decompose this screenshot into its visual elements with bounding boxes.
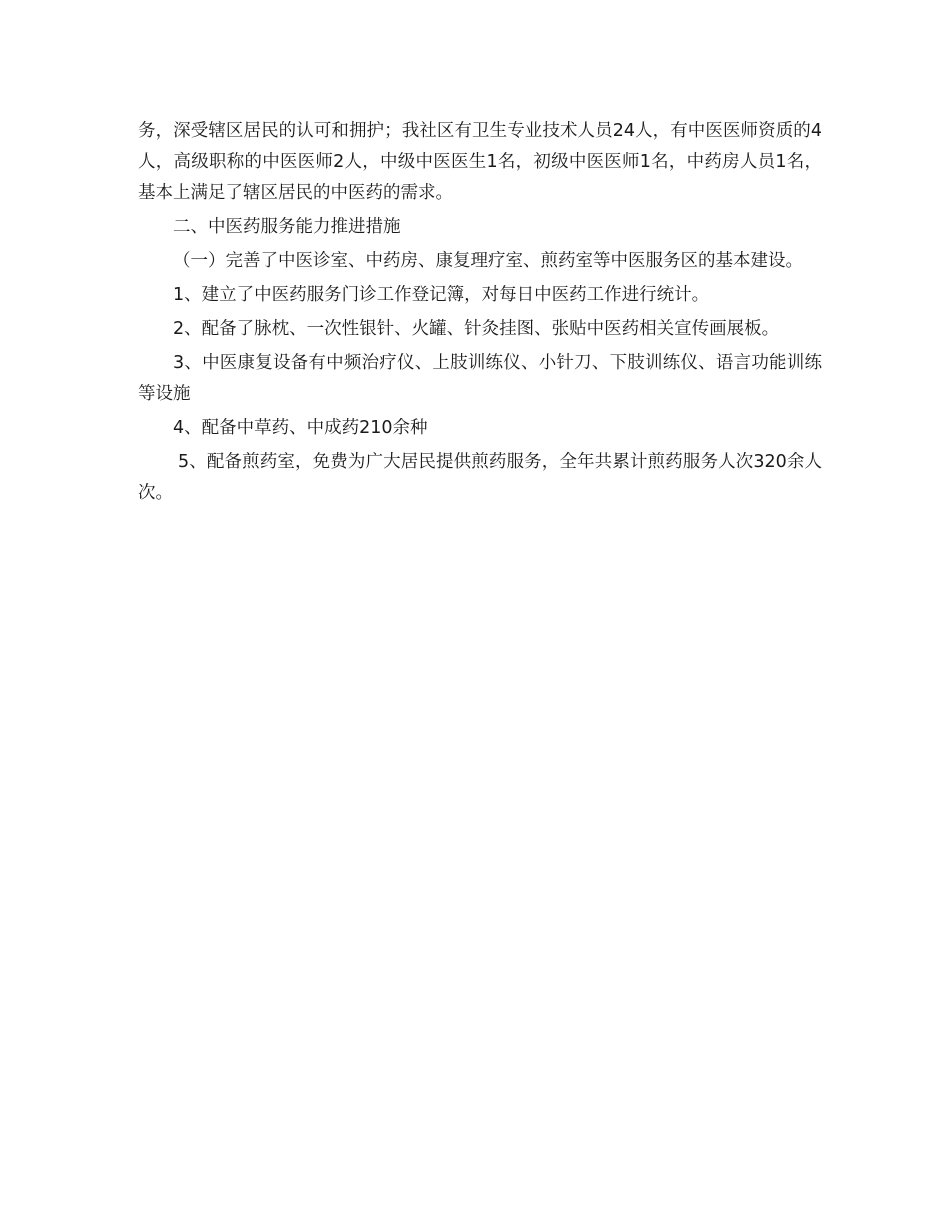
list-item-1: 1、建立了中医药服务门诊工作登记簿，对每日中医药工作进行统计。 <box>173 285 710 305</box>
list-item-2: 2、配备了脉枕、一次性银针、火罐、针灸挂图、张贴中医药相关宣传画展板。 <box>173 319 780 339</box>
list-item-4: 4、配备中草药、中成药210余种 <box>173 418 428 438</box>
document-body <box>138 116 822 512</box>
section-heading-measures: 二、中医药服务能力推进措施 <box>173 217 401 237</box>
paragraph-staff-summary: 务，深受辖区居民的认可和拥护；我社区有卫生专业技术人员24人，有中医医师资质的4人，高级职称的中医医师2人，中级中医医生1名，初级中医医师1名，中药房人员1名，基本上满足了辖区居民的中医药的需求。 <box>138 121 822 203</box>
paragraph-subsection-one: （一）完善了中医诊室、中药房、康复理疗室、煎药室等中医服务区的基本建设。 <box>173 251 803 271</box>
list-item-3: 3、中医康复设备有中频治疗仪、上肢训练仪、小针刀、下肢训练仪、语言功能训练等设施 <box>138 353 822 404</box>
list-item-5: 5、配备煎药室，免费为广大居民提供煎药服务，全年共累计煎药服务人次320余人次。 <box>138 452 822 503</box>
